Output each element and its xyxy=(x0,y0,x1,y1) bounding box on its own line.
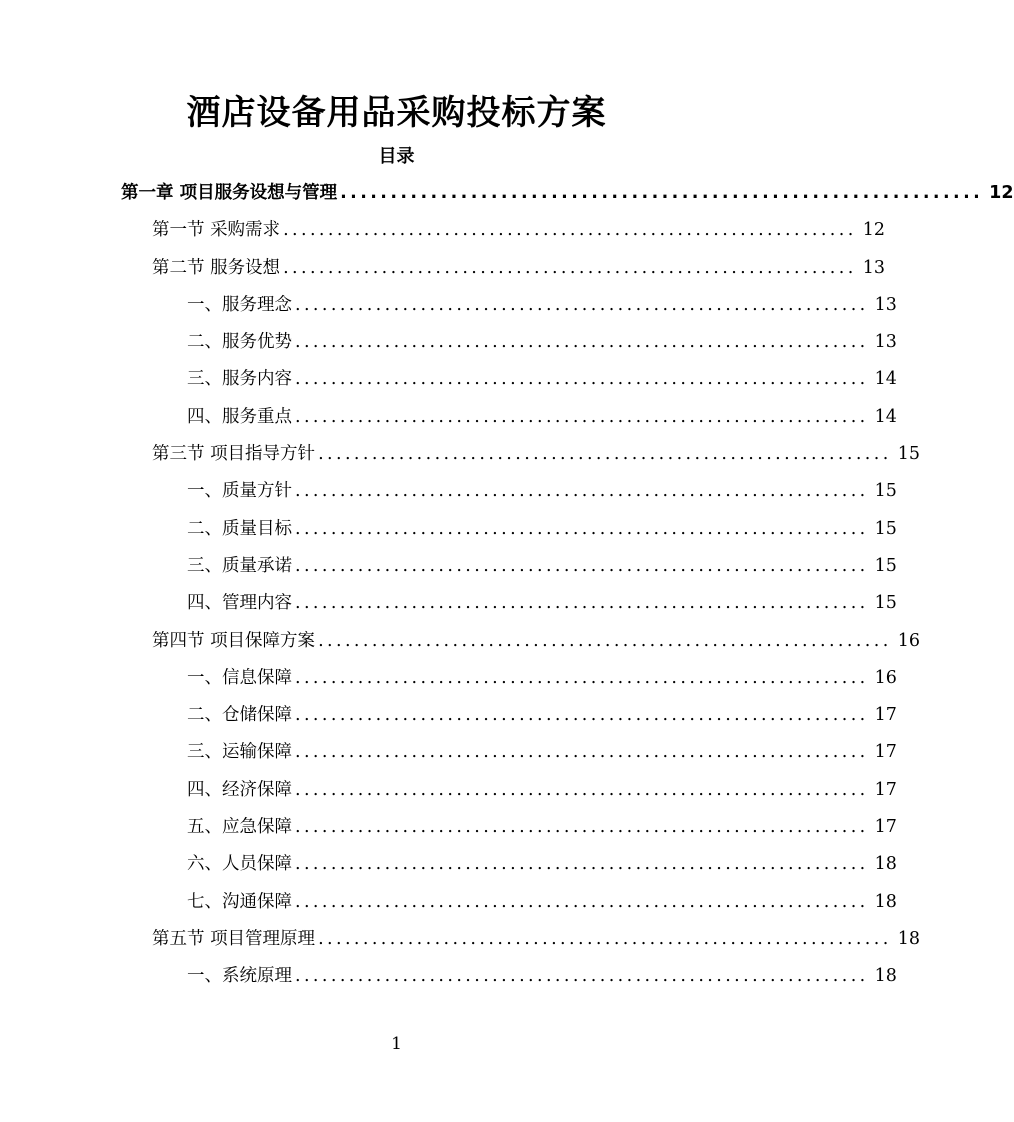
toc-dot-leader: ................................................................ xyxy=(295,369,869,390)
toc-entry-page: 17 xyxy=(874,817,897,838)
toc-entry-page: 12 xyxy=(989,183,1014,203)
toc-entry-label: 第一节 采购需求 xyxy=(152,220,281,241)
toc-entry-subsection[interactable] xyxy=(187,697,897,734)
toc-dot-leader: ................................................................ xyxy=(283,220,857,241)
toc-entry-label: 四、经济保障 xyxy=(187,779,292,800)
toc-dot-leader: ................................................................ xyxy=(295,779,869,800)
toc-entry-chapter-1[interactable] xyxy=(121,175,1014,212)
toc-entry-section-1[interactable] xyxy=(152,212,885,249)
toc-entry-section-2[interactable] xyxy=(152,250,885,287)
toc-entry-page: 15 xyxy=(874,555,897,576)
toc-entry-section-5[interactable] xyxy=(152,921,920,958)
toc-entry-label: 一、信息保障 xyxy=(187,667,292,688)
toc-entry-page: 16 xyxy=(874,667,897,688)
toc-entry-label: 三、服务内容 xyxy=(187,369,292,390)
toc-dot-leader: ................................................................ xyxy=(295,481,869,502)
toc-dot-leader: ................................................................ xyxy=(295,294,869,315)
toc-entry-label: 五、应急保障 xyxy=(187,817,292,838)
toc-entry-label: 第四节 项目保障方案 xyxy=(152,630,316,651)
toc-entry-subsection[interactable] xyxy=(187,473,897,510)
toc-entry-page: 14 xyxy=(874,406,897,427)
toc-entry-page: 15 xyxy=(897,444,920,465)
table-of-contents xyxy=(0,175,1014,996)
toc-entry-subsection[interactable] xyxy=(187,660,897,697)
toc-entry-label: 第二节 服务设想 xyxy=(152,257,281,278)
toc-entry-label: 七、沟通保障 xyxy=(187,891,292,912)
page-number: 1 xyxy=(391,1034,402,1054)
document-title: 酒店设备用品采购投标方案 xyxy=(186,93,607,133)
toc-entry-subsection[interactable] xyxy=(187,548,897,585)
toc-entry-section-3[interactable] xyxy=(152,436,920,473)
toc-entry-subsection[interactable] xyxy=(187,846,897,883)
toc-entry-subsection[interactable] xyxy=(187,399,897,436)
toc-entry-label: 一、系统原理 xyxy=(187,966,292,987)
toc-entry-subsection[interactable] xyxy=(187,511,897,548)
toc-entry-label: 四、服务重点 xyxy=(187,406,292,427)
toc-entry-subsection[interactable] xyxy=(187,884,897,921)
toc-entry-label: 二、仓储保障 xyxy=(187,705,292,726)
toc-entry-label: 四、管理内容 xyxy=(187,593,292,614)
toc-dot-leader: ................................................................ xyxy=(318,630,892,651)
toc-entry-label: 六、人员保障 xyxy=(187,854,292,875)
toc-entry-page: 13 xyxy=(874,294,897,315)
toc-entry-label: 一、质量方针 xyxy=(187,481,292,502)
toc-dot-leader: ................................................................ xyxy=(295,891,869,912)
toc-entry-label: 第一章 项目服务设想与管理 xyxy=(121,183,338,203)
toc-entry-subsection[interactable] xyxy=(187,772,897,809)
toc-entry-page: 15 xyxy=(874,518,897,539)
toc-entry-label: 第三节 项目指导方针 xyxy=(152,444,316,465)
toc-entry-section-4[interactable] xyxy=(152,623,920,660)
toc-entry-page: 13 xyxy=(862,257,885,278)
toc-entry-page: 15 xyxy=(874,593,897,614)
toc-entry-subsection[interactable] xyxy=(187,585,897,622)
toc-dot-leader: ................................................................ xyxy=(295,817,869,838)
toc-entry-label: 二、质量目标 xyxy=(187,518,292,539)
toc-dot-leader: ................................................................ xyxy=(318,444,892,465)
toc-entry-subsection[interactable] xyxy=(187,958,897,995)
toc-entry-page: 12 xyxy=(862,220,885,241)
toc-entry-label: 一、服务理念 xyxy=(187,294,292,315)
toc-dot-leader: ................................................................ xyxy=(295,667,869,688)
toc-entry-subsection[interactable] xyxy=(187,361,897,398)
toc-entry-subsection[interactable] xyxy=(187,734,897,771)
toc-entry-page: 13 xyxy=(874,332,897,353)
toc-dot-leader: ................................................................ xyxy=(295,966,869,987)
toc-entry-subsection[interactable] xyxy=(187,287,897,324)
toc-dot-leader: ................................................................ xyxy=(295,854,869,875)
toc-entry-page: 18 xyxy=(874,891,897,912)
toc-dot-leader: ................................................................ xyxy=(295,593,869,614)
toc-entry-page: 17 xyxy=(874,705,897,726)
toc-entry-page: 16 xyxy=(897,630,920,651)
toc-entry-page: 17 xyxy=(874,779,897,800)
toc-dot-leader: ................................................................ xyxy=(295,742,869,763)
toc-dot-leader: ................................................................ xyxy=(340,183,984,203)
toc-entry-page: 17 xyxy=(874,742,897,763)
toc-dot-leader: ................................................................ xyxy=(295,705,869,726)
toc-entry-page: 18 xyxy=(874,966,897,987)
toc-dot-leader: ................................................................ xyxy=(295,406,869,427)
toc-entry-subsection[interactable] xyxy=(187,324,897,361)
toc-dot-leader: ................................................................ xyxy=(295,555,869,576)
toc-entry-label: 第五节 项目管理原理 xyxy=(152,928,316,949)
toc-entry-page: 14 xyxy=(874,369,897,390)
toc-entry-page: 15 xyxy=(874,481,897,502)
toc-entry-page: 18 xyxy=(874,854,897,875)
toc-dot-leader: ................................................................ xyxy=(295,332,869,353)
toc-heading: 目录 xyxy=(378,146,415,167)
toc-entry-label: 三、运输保障 xyxy=(187,742,292,763)
toc-entry-subsection[interactable] xyxy=(187,809,897,846)
toc-dot-leader: ................................................................ xyxy=(295,518,869,539)
toc-entry-label: 二、服务优势 xyxy=(187,332,292,353)
toc-dot-leader: ................................................................ xyxy=(283,257,857,278)
toc-dot-leader: ................................................................ xyxy=(318,928,892,949)
toc-entry-label: 三、质量承诺 xyxy=(187,555,292,576)
toc-entry-page: 18 xyxy=(897,928,920,949)
